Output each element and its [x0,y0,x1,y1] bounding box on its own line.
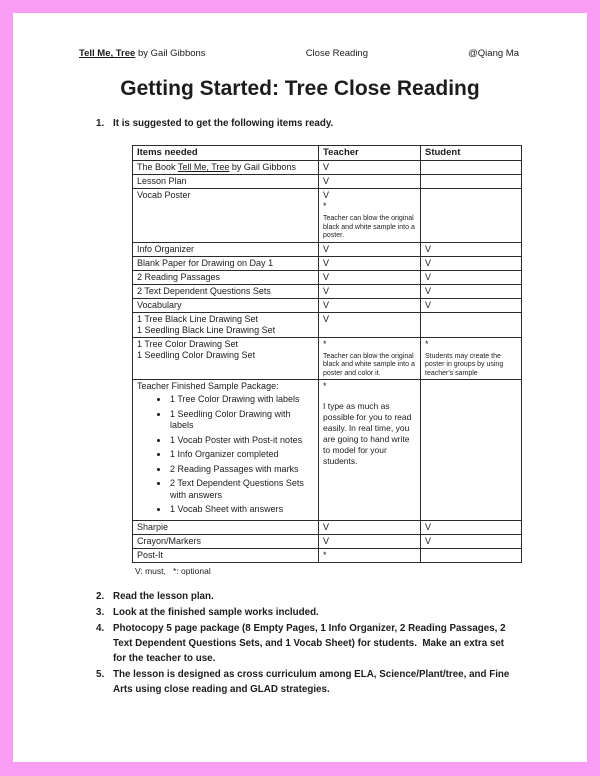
item-text: Teacher Finished Sample Package: [137,381,279,391]
item-text: Info Organizer [137,243,195,254]
item-text: 2 Reading Passages [137,271,221,282]
item-text: 1 Seedling Black Line Drawing Set [137,324,276,335]
package-bullet-item: • 1 Vocab Sheet with answers [169,504,314,516]
table-row [133,189,522,243]
package-bullet-item: • 2 Reading Passages with marks [169,464,314,476]
cell-note: I type as much as possible for you to read easily. In real time, you are going to hand write to model for your students. [323,401,412,466]
item-text: Blank Paper for Drawing on Day 1 [137,257,274,268]
item-text: Vocab Poster [137,190,191,200]
teacher-cell [319,520,421,534]
item-text: Post-It [137,549,164,560]
check-mark: V [425,521,432,532]
step-number: 3. [96,606,105,618]
student-cell [421,312,522,337]
table-row [133,312,522,337]
item-cell [133,534,319,548]
check-mark: V [323,176,330,186]
item-cell [133,548,319,562]
student-cell [421,284,522,298]
step-text: It is suggested to get the following items ready. [113,118,334,129]
item-cell [133,161,319,175]
column-header-items-needed: Items needed [133,146,319,161]
package-bullet-item: • 1 Tree Color Drawing with labels [169,394,314,406]
check-mark: V [425,299,432,310]
teacher-cell [319,548,421,562]
table-row [133,337,522,380]
teacher-cell [319,534,421,548]
step-3 [96,605,517,620]
check-mark: * [323,381,327,391]
item-cell [133,242,319,256]
document-page [13,13,587,762]
check-mark: V [323,299,330,310]
check-mark: V [425,271,432,282]
check-mark: V [323,257,330,268]
step-5 [96,667,517,697]
table-row [133,534,522,548]
table-row [133,270,522,284]
student-cell [421,270,522,284]
item-cell [133,337,319,380]
package-bullet-item: • 2 Text Dependent Questions Sets with answers [169,478,314,501]
book-title: Tell Me, Tree [79,48,136,59]
teacher-cell [319,337,421,380]
header-center-label: Close Reading [305,48,369,59]
item-cell [133,520,319,534]
item-text: Lesson Plan [137,176,187,186]
step-text: The lesson is designed as cross curriculum among ELA, Science/Plant/tree, and Fine Arts using close reading and GLAD strategies. [113,668,512,695]
check-mark: V [425,285,432,296]
check-mark: V [323,162,330,172]
step-2 [96,589,517,604]
item-cell [133,312,319,337]
student-cell [421,548,522,562]
table-header-row [133,146,522,161]
item-text: 1 Tree Color Drawing Set [137,338,239,349]
step-1 [96,116,517,131]
check-mark: V [323,190,330,200]
item-text: 1 Tree Black Line Drawing Set [137,313,259,324]
column-header-teacher: Teacher [319,146,421,161]
package-bullet-item: • 1 Info Organizer completed [169,449,314,461]
table-row [133,256,522,270]
check-mark: V [323,285,330,296]
step-text: Photocopy 5 page package (8 Empty Pages, 1 Info Organizer, 2 Reading Passages, 2 Text Dependent Questions Sets, and 1 Vocab Sheet) for students. Make an extra set for the teacher to use. [113,622,509,664]
item-cell [133,380,319,521]
check-mark: V [323,243,330,254]
student-cell [421,161,522,175]
table-legend: V: must, *: optional [135,565,211,576]
cell-note: Teacher can blow the original black and white sample into a poster and color it. [323,352,415,377]
check-mark: * [323,549,327,560]
package-bullet-item: • 1 Seedling Color Drawing with labels [169,409,314,432]
items-needed-table [132,145,522,563]
document-header [79,48,519,60]
item-text: Sharpie [137,521,169,532]
teacher-cell [319,256,421,270]
package-bullet-item: • 1 Vocab Poster with Post-it notes [169,435,314,447]
table-row [133,242,522,256]
student-cell [421,298,522,312]
step-4 [96,621,517,666]
teacher-cell [319,270,421,284]
item-text: 1 Seedling Color Drawing Set [137,349,256,360]
check-mark: V [323,521,330,532]
item-text: The Book Tell Me, Tree by Gail Gibbons [137,162,296,172]
student-cell [421,337,522,380]
step-text: Look at the finished sample works included. [113,606,319,618]
student-cell [421,534,522,548]
cell-note: Teacher can blow the original black and white sample into a poster. [323,215,415,239]
table-row [133,380,522,521]
student-cell [421,256,522,270]
step-number: 4. [96,622,105,634]
step-text: Read the lesson plan. [113,590,214,602]
student-cell [421,189,522,243]
student-cell [421,520,522,534]
column-header-student: Student [421,146,522,161]
step-number: 5. [96,668,105,680]
check-mark: V [425,243,432,254]
table-row [133,175,522,189]
cell-note: Students may create the poster in groups by using teacher's sample [425,352,504,377]
teacher-cell [319,242,421,256]
teacher-cell [319,284,421,298]
item-text: Vocabulary [137,299,182,310]
item-cell [133,298,319,312]
check-mark: V [323,271,330,282]
student-cell [421,242,522,256]
teacher-cell [319,189,421,243]
check-mark: V [323,313,330,324]
item-cell [133,270,319,284]
package-bullet-list [137,394,314,516]
table-row [133,548,522,562]
check-mark: * [425,338,429,349]
table-row [133,284,522,298]
items-table-body [133,161,522,563]
teacher-cell [319,380,421,521]
book-reference [79,48,206,60]
student-cell [421,175,522,189]
table-row [133,298,522,312]
check-mark: V [323,535,330,546]
table-row [133,520,522,534]
book-byline: by Gail Gibbons [135,48,206,59]
student-cell [421,380,522,521]
item-cell [133,256,319,270]
page-title: Getting Started: Tree Close Reading [120,77,480,100]
teacher-cell [319,175,421,189]
item-cell [133,284,319,298]
check-mark: V [425,257,432,268]
check-mark: * [323,201,327,211]
teacher-cell [319,298,421,312]
steps-list [13,589,587,697]
item-cell [133,189,319,243]
item-cell [133,175,319,189]
item-text: 2 Text Dependent Questions Sets [137,285,271,296]
teacher-cell [319,312,421,337]
step-number: 2. [96,590,105,602]
item-text: Crayon/Markers [137,535,202,546]
check-mark: V [425,535,432,546]
header-author-handle: @Qiang Ma [468,48,519,59]
check-mark: * [323,338,327,349]
teacher-cell [319,161,421,175]
step-number: 1. [96,118,105,129]
table-row [133,161,522,175]
